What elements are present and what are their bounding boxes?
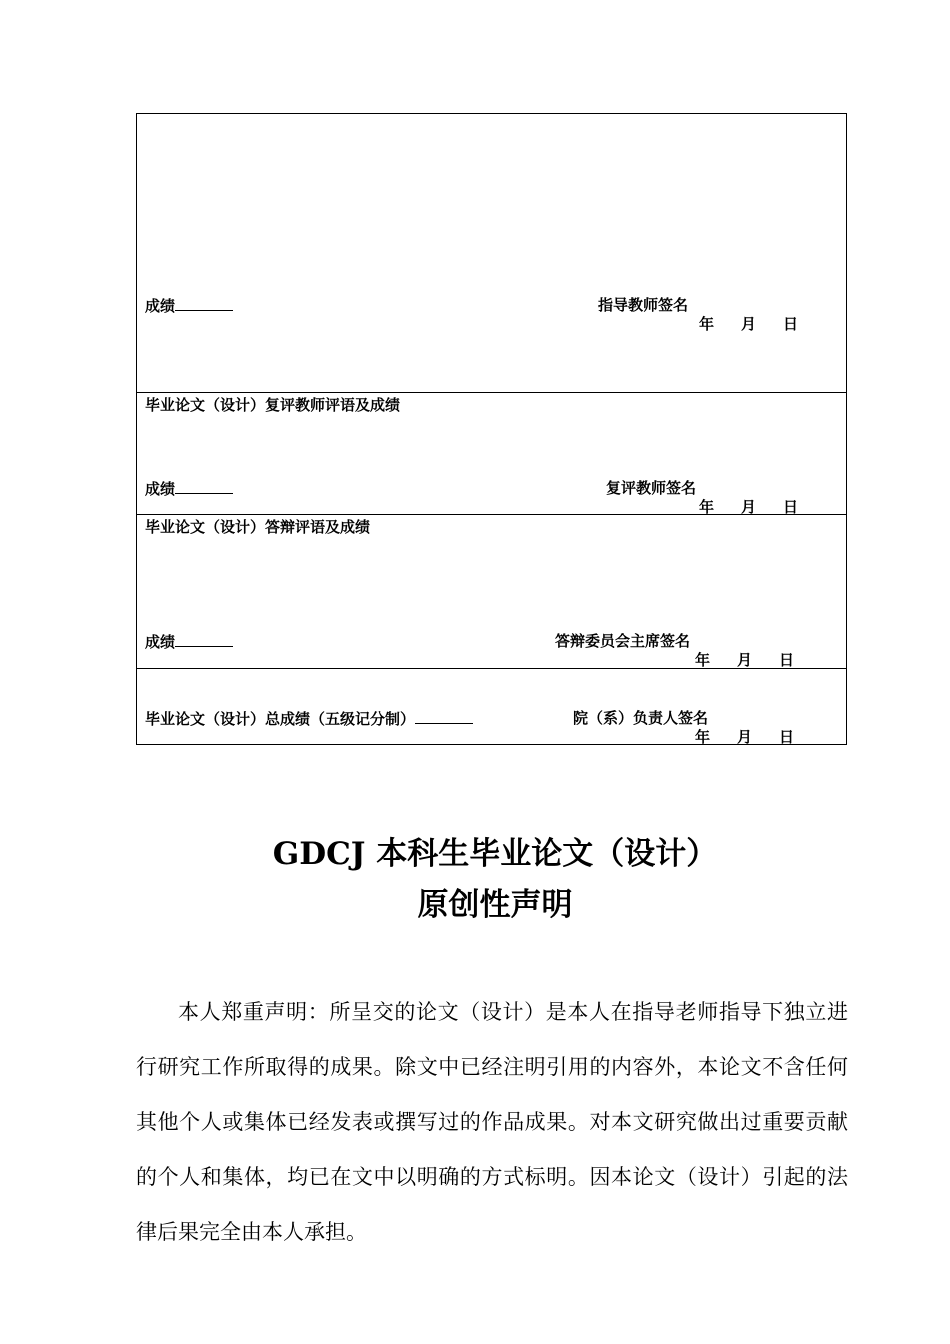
declaration-title-line1: GDCJ 本科生毕业论文（设计） (272, 836, 718, 872)
date-line (699, 498, 798, 516)
reviewer-section-heading: 毕业论文（设计）复评教师评语及成绩 (145, 396, 401, 414)
day-label: 日 (783, 498, 799, 516)
reviewer-evaluation-row (137, 393, 846, 515)
reviewer-signature-label: 复评教师签名 (606, 479, 697, 497)
score-label: 成绩 (145, 297, 176, 315)
department-head-signature-label: 院（系）负责人签名 (573, 709, 709, 727)
day-label: 日 (779, 651, 795, 669)
score-blank (175, 296, 233, 311)
declaration-title-line2: 原创性声明 (417, 887, 573, 923)
score-label: 成绩 (145, 633, 176, 651)
date-line (695, 728, 794, 746)
advisor-evaluation-row (137, 114, 846, 393)
day-label: 日 (783, 315, 799, 333)
defense-section-heading: 毕业论文（设计）答辩评语及成绩 (145, 518, 371, 536)
year-label: 年 (699, 498, 715, 516)
month-label: 月 (741, 315, 757, 333)
advisor-signature-label: 指导教师签名 (598, 296, 689, 314)
year-label: 年 (695, 728, 711, 746)
score-label: 成绩 (145, 480, 176, 498)
year-label: 年 (695, 651, 711, 669)
date-line (695, 651, 794, 669)
committee-chair-signature-label: 答辩委员会主席签名 (555, 632, 691, 650)
day-label: 日 (779, 728, 795, 746)
score-blank (175, 632, 233, 647)
defense-evaluation-row (137, 515, 846, 669)
evaluation-form-table (136, 113, 847, 745)
total-grade-blank (415, 709, 473, 724)
declaration-body: 本人郑重声明：所呈交的论文（设计）是本人在指导老师指导下独立进行研究工作所取得的成果。除文中已经注明引用的内容外，本论文不含任何其他个人或集体已经发表或撰写过的作品成果。对本文研究做出过重要贡献的个人和集体，均已在文中以明确的方式标明。因本论文（设计）引起的法律后果完全由本人承担。 (136, 1000, 848, 1244)
total-grade-label: 毕业论文（设计）总成绩（五级记分制） (145, 710, 416, 728)
month-label: 月 (737, 728, 753, 746)
score-blank (175, 479, 233, 494)
month-label: 月 (741, 498, 757, 516)
total-grade-field (145, 709, 473, 728)
month-label: 月 (737, 651, 753, 669)
reviewer-score-field (145, 479, 233, 498)
year-label: 年 (699, 315, 715, 333)
advisor-score-field (145, 296, 233, 315)
defense-score-field (145, 632, 233, 651)
total-grade-row (137, 669, 846, 744)
date-line (699, 315, 798, 333)
